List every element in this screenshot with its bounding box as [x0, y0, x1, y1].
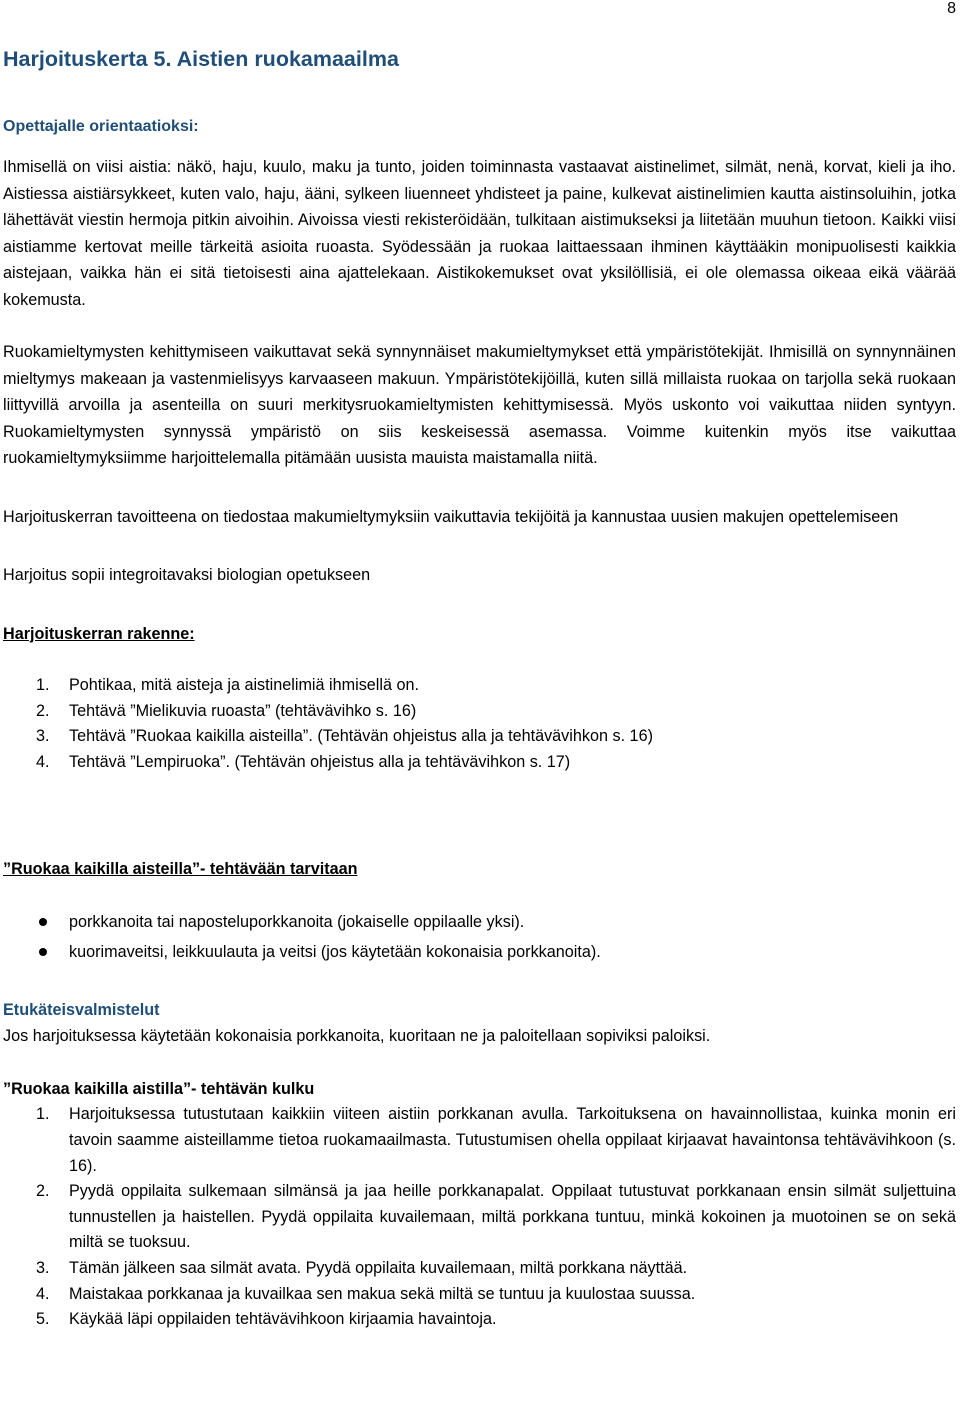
flow-heading: ”Ruokaa kaikilla aistilla”- tehtävän kulku — [3, 1079, 315, 1098]
prep-heading: Etukäteisvalmistelut — [3, 1000, 160, 1019]
structure-list — [3, 673, 956, 775]
list-item: 2. Tehtävä ”Mielikuvia ruoasta” (tehtävävihko s. 16) — [36, 701, 417, 720]
list-item: 4. Maistakaa porkkanaa ja kuvailkaa sen makua sekä miltä se tuntuu ja kuulostaa suussa. — [36, 1284, 696, 1303]
flow-list — [3, 1102, 956, 1332]
prep-text: Jos harjoituksessa käytetään kokonaisia porkkanoita, kuoritaan ne ja paloitellaan sopiviksi paloiksi. — [3, 1027, 711, 1046]
bullet-icon — [39, 918, 47, 926]
list-item: 5. Käykää läpi oppilaiden tehtävävihkoon kirjaamia havaintoja. — [36, 1310, 497, 1329]
list-item: 4. Tehtävä ”Lempiruoka”. (Tehtävän ohjeistus alla ja tehtävävihkon s. 17) — [36, 752, 571, 771]
list-item: 1. Pohtikaa, mitä aisteja ja aistinelimiä ihmisellä on. — [36, 676, 419, 694]
list-item: 1. Harjoituksessa tutustutaan kaikkiin viiteen aistiin porkkanan avulla. Tarkoituksena on havainnollistaa, kuinka monin eri tavoin saamme aisteillamme tietoa ruokamaailmasta. Tutustumisen ohella oppilaat kirjaavat havaintonsa tehtävävihkoon (s. 16). — [36, 1105, 956, 1175]
integration-paragraph: Harjoitus sopii integroitavaksi biologian opetukseen — [3, 566, 371, 584]
bullet-icon — [39, 948, 47, 956]
list-item: porkkanoita tai naposteluporkkanoita (jokaiselle oppilaalle yksi). — [3, 907, 956, 937]
page-title: Harjoituskerta 5. Aistien ruokamaailma — [3, 47, 399, 71]
orientation-heading: Opettajalle orientaatioksi: — [3, 118, 199, 135]
content — [3, 44, 956, 1333]
list-item: 2. Pyydä oppilaita sulkemaan silmänsä ja jaa heille porkkanapalat. Oppilaat tutustuvat porkkanaan ensin silmät suljettuina tunnustellen ja haistellen. Pyydä oppilaita kuvailemaan, miltä porkkana tuntuu, minkä kokoinen ja muotoinen se on sekä miltä se tuoksuu. — [36, 1182, 956, 1252]
page-number: 8 — [947, 0, 956, 17]
list-item: kuorimaveitsi, leikkuulauta ja veitsi (jos käytetään kokonaisia porkkanoita). — [3, 937, 956, 967]
intro-paragraph: Ihmisellä on viisi aistia: näkö, haju, kuulo, maku ja tunto, joiden toiminnasta vastaavat aistinelimet, silmät, nenä, korvat, kieli ja iho. Aistiessa aistiärsykkeet, kuten valo, haju, ääni, sylkeen liuenneet yhdisteet ja paine, kulkevat aistinelimien kautta aistinsoluihin, jotka lähettävät viestin hermoja pitkin aivoihin. Aivoissa viesti rekisteröidään, tulkitaan aistimukseksi ja liitetään muuhun tietoon. Kaikki viisi aistiamme kertovat meille tärkeitä asioita ruoasta. Syödessään ja ruokaa laittaessaan ihminen käyttääkin monipuolisesti kaikkia aistejaan, vaikka hän ei sitä tietoisesti aina ajattelekaan. Aistikokemukset ovat yksilöllisiä, ei ole olemassa oikeaa eikä väärää kokemusta. — [3, 158, 956, 309]
list-item: 3. Tehtävä ”Ruokaa kaikilla aisteilla”. (Tehtävän ohjeistus alla ja tehtävävihkon s. 16) — [36, 727, 653, 746]
preferences-paragraph: Ruokamieltymysten kehittymiseen vaikuttavat sekä synnynnäiset makumieltymykset että ympäristötekijät. Ihmisillä on synnynnäinen mieltymys makeaan ja vastenmielisyys karvaaseen makuun. Ympäristötekijöillä, kuten sillä millaista ruokaa on tarjolla sekä ruokaan liittyvillä arvoilla ja asenteilla on suuri merkitysruokamieltymisten kehittymisessä. Myös uskonto voi vaikuttaa niiden syntyyn. Ruokamieltymysten synnyssä ympäristö on siis keskeisessä asemassa. Voimme kuitenkin myös itse vaikuttaa ruokamieltymyksiimme harjoittelemalla pitämään uusista mauista maistamalla niitä. — [3, 343, 956, 467]
list-item: 3. Tämän jälkeen saa silmät avata. Pyydä oppilaita kuvailemaan, miltä porkkana näyttää. — [36, 1258, 688, 1277]
goal-paragraph: Harjoituskerran tavoitteena on tiedostaa makumieltymyksiin vaikuttavia tekijöitä ja kannustaa uusien makujen opettelemiseen — [3, 507, 899, 526]
needs-list — [3, 907, 956, 967]
needs-heading: ”Ruokaa kaikilla aisteilla”- tehtävään tarvitaan — [3, 860, 358, 879]
structure-heading: Harjoituskerran rakenne: — [3, 624, 195, 643]
